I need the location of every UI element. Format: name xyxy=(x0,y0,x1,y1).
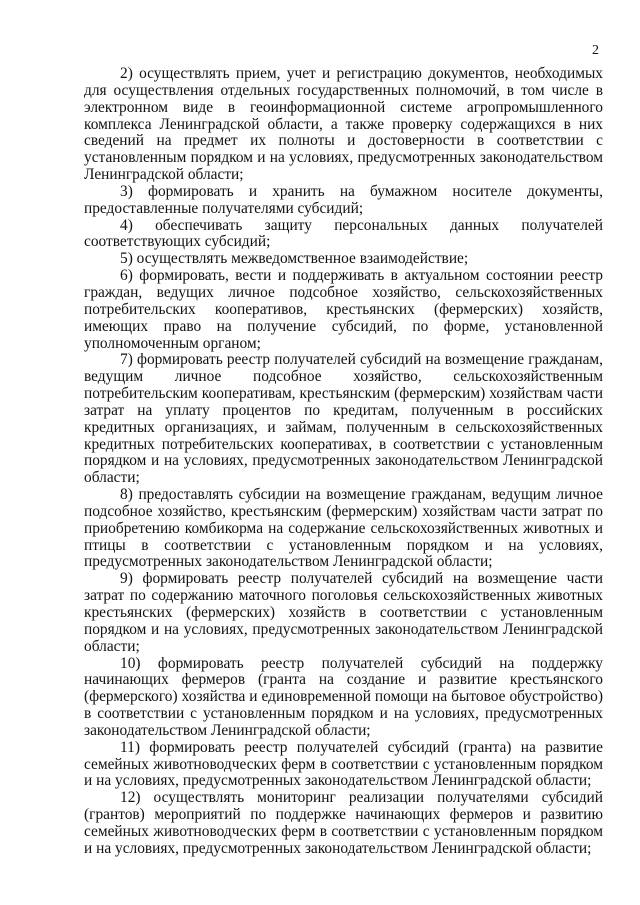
paragraph-item-8: 8) предоставлять субсидии на возмещение гражданам, ведущим личное подсобное хозяйство, крестьянским (фермерским) хозяйствам части затрат по приобретению комбикорма на содержание сельскохозяйственных животных и птицы в соответствии с установленным порядком и на условиях, предусмотренных законодательством Ленинградской области; xyxy=(84,486,603,571)
paragraph-item-6: 6) формировать, вести и поддерживать в актуальном состоянии реестр граждан, ведущих личное подсобное хозяйство, сельскохозяйственных потребительских кооперативов, крестьянских (фермерских) хозяйств, имеющих право на получение субсидий, по форме, установленной уполномоченным органом; xyxy=(84,267,603,352)
paragraph-item-7: 7) формировать реестр получателей субсидий на возмещение гражданам, ведущим личное подсобное хозяйство, сельскохозяйственным потребительским кооперативам, крестьянским (фермерским) хозяйствам части затрат на уплату процентов по кредитам, полученным в российских кредитных организациях, и займам, полученным в сельскохозяйственных кредитных потребительских кооперативах, в соответствии с установленным порядком и на условиях, предусмотренных законодательством Ленинградской области; xyxy=(84,351,603,487)
page-number: 2 xyxy=(592,43,599,58)
paragraph-item-3: 3) формировать и хранить на бумажном носителе документы, предоставленные получателями субсидий; xyxy=(84,182,603,217)
paragraph-item-5: 5) осуществлять межведомственное взаимодействие; xyxy=(120,250,469,268)
paragraph-item-11: 11) формировать реестр получателей субсидий (гранта) на развитие семейных животноводческих ферм в соответствии с установленным порядком и на условиях, предусмотренных законодательством Ленинградской области; xyxy=(84,738,603,790)
paragraph-item-2: 2) осуществлять прием, учет и регистрацию документов, необходимых для осуществления отдельных государственных полномочий, в том числе в электронном виде в геоинформационной системе агропромышленного комплекса Ленинградской области, а также проверку содержащихся в них сведений на предмет их полноты и достоверности в соответствии с установленным порядком и на условиях, предусмотренных законодательством Ленинградской области; xyxy=(84,65,603,184)
paragraph-item-10: 10) формировать реестр получателей субсидий на поддержку начинающих фермеров (гранта на создание и развитие крестьянского (фермерского) хозяйства и единовременной помощи на бытовое обустройство) в соответствии с установленным порядком и на условиях, предусмотренных законодательством Ленинградской области; xyxy=(84,654,603,739)
paragraph-item-9: 9) формировать реестр получателей субсидий на возмещение части затрат по содержанию маточного поголовья сельскохозяйственных животных крестьянских (фермерских) хозяйств в соответствии с установленным порядком и на условиях, предусмотренных законодательством Ленинградской области; xyxy=(84,570,603,655)
document-body xyxy=(84,66,603,858)
paragraph-item-4: 4) обеспечивать защиту персональных данных получателей соответствующих субсидий; xyxy=(84,216,603,251)
paragraph-item-12: 12) осуществлять мониторинг реализации получателями субсидий (грантов) мероприятий по поддержке начинающих фермеров и развитию семейных животноводческих ферм в соответствии с установленным порядком и на условиях, предусмотренных законодательством Ленинградской области; xyxy=(84,789,603,857)
